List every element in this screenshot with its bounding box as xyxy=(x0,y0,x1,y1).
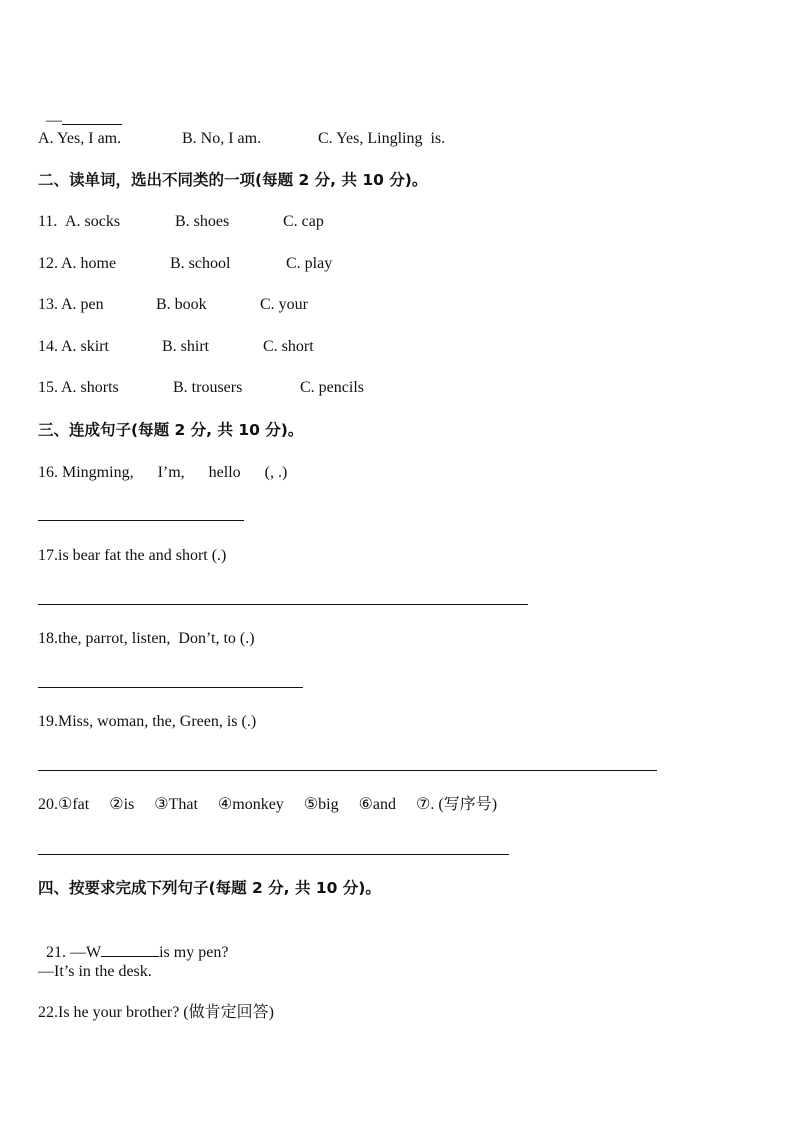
section-3-heading: 三、连成句子(每题 2 分, 共 10 分)。 xyxy=(38,421,304,439)
q15-option-a: A. shorts xyxy=(61,379,119,396)
q17-prompt: 17.is bear fat the and short (.) xyxy=(38,547,227,564)
q14-number: 14. xyxy=(38,338,58,355)
q11-number: 11. xyxy=(38,213,58,230)
section-2-heading: 二、读单词，选出不同类的一项(每题 2 分, 共 10 分)。 xyxy=(38,171,428,189)
q21-answer: —It’s in the desk. xyxy=(38,963,152,980)
q18-prompt: 18.the, parrot, listen, Don’t, to (.) xyxy=(38,630,255,647)
q19-answer-line[interactable] xyxy=(38,770,657,771)
q10-option-c: C. Yes, Lingling is. xyxy=(318,130,446,147)
q11-option-b: B. shoes xyxy=(175,213,230,230)
q10-option-b: B. No, I am. xyxy=(182,130,262,147)
q10-option-a: A. Yes, I am. xyxy=(38,130,122,147)
q16-answer-line[interactable] xyxy=(38,520,244,521)
q21-prompt xyxy=(38,920,228,963)
q16-prompt: 16. Mingming, I’m, hello (, .) xyxy=(38,464,288,481)
q15-option-b: B. trousers xyxy=(173,379,243,396)
q15-number: 15. xyxy=(38,379,58,396)
q12-number: 12. xyxy=(38,255,58,272)
q21-suffix: is my pen? xyxy=(159,944,229,961)
q15-option-c: C. pencils xyxy=(300,379,364,396)
section-4-heading: 四、按要求完成下列句子(每题 2 分, 共 10 分)。 xyxy=(38,879,381,897)
q13-number: 13. xyxy=(38,296,58,313)
q21-blank[interactable] xyxy=(101,940,159,957)
q13-option-a: A. pen xyxy=(61,296,104,313)
q20-prompt: 20.①fat ②is ③That ④monkey ⑤big ⑥and ⑦. (写序号) xyxy=(38,796,498,813)
q14-option-a: A. skirt xyxy=(61,338,109,355)
q14-option-c: C. short xyxy=(263,338,314,355)
q11-option-a: A. socks xyxy=(65,213,121,230)
q14-option-b: B. shirt xyxy=(162,338,210,355)
q12-option-b: B. school xyxy=(170,255,231,272)
q22-prompt: 22.Is he your brother? (做肯定回答) xyxy=(38,1004,274,1021)
q17-answer-line[interactable] xyxy=(38,604,528,605)
q12-option-a: A. home xyxy=(61,255,117,272)
q10-blank[interactable] xyxy=(62,108,122,125)
q19-prompt: 19.Miss, woman, the, Green, is (.) xyxy=(38,713,257,730)
q10-answer-line xyxy=(38,88,122,131)
q18-answer-line[interactable] xyxy=(38,687,303,688)
q21-prefix: 21. —W xyxy=(46,944,102,961)
q11-option-c: C. cap xyxy=(283,213,324,230)
q13-option-b: B. book xyxy=(156,296,207,313)
q12-option-c: C. play xyxy=(286,255,333,272)
q10-dash: — xyxy=(46,112,62,129)
q20-answer-line[interactable] xyxy=(38,854,509,855)
q13-option-c: C. your xyxy=(260,296,308,313)
